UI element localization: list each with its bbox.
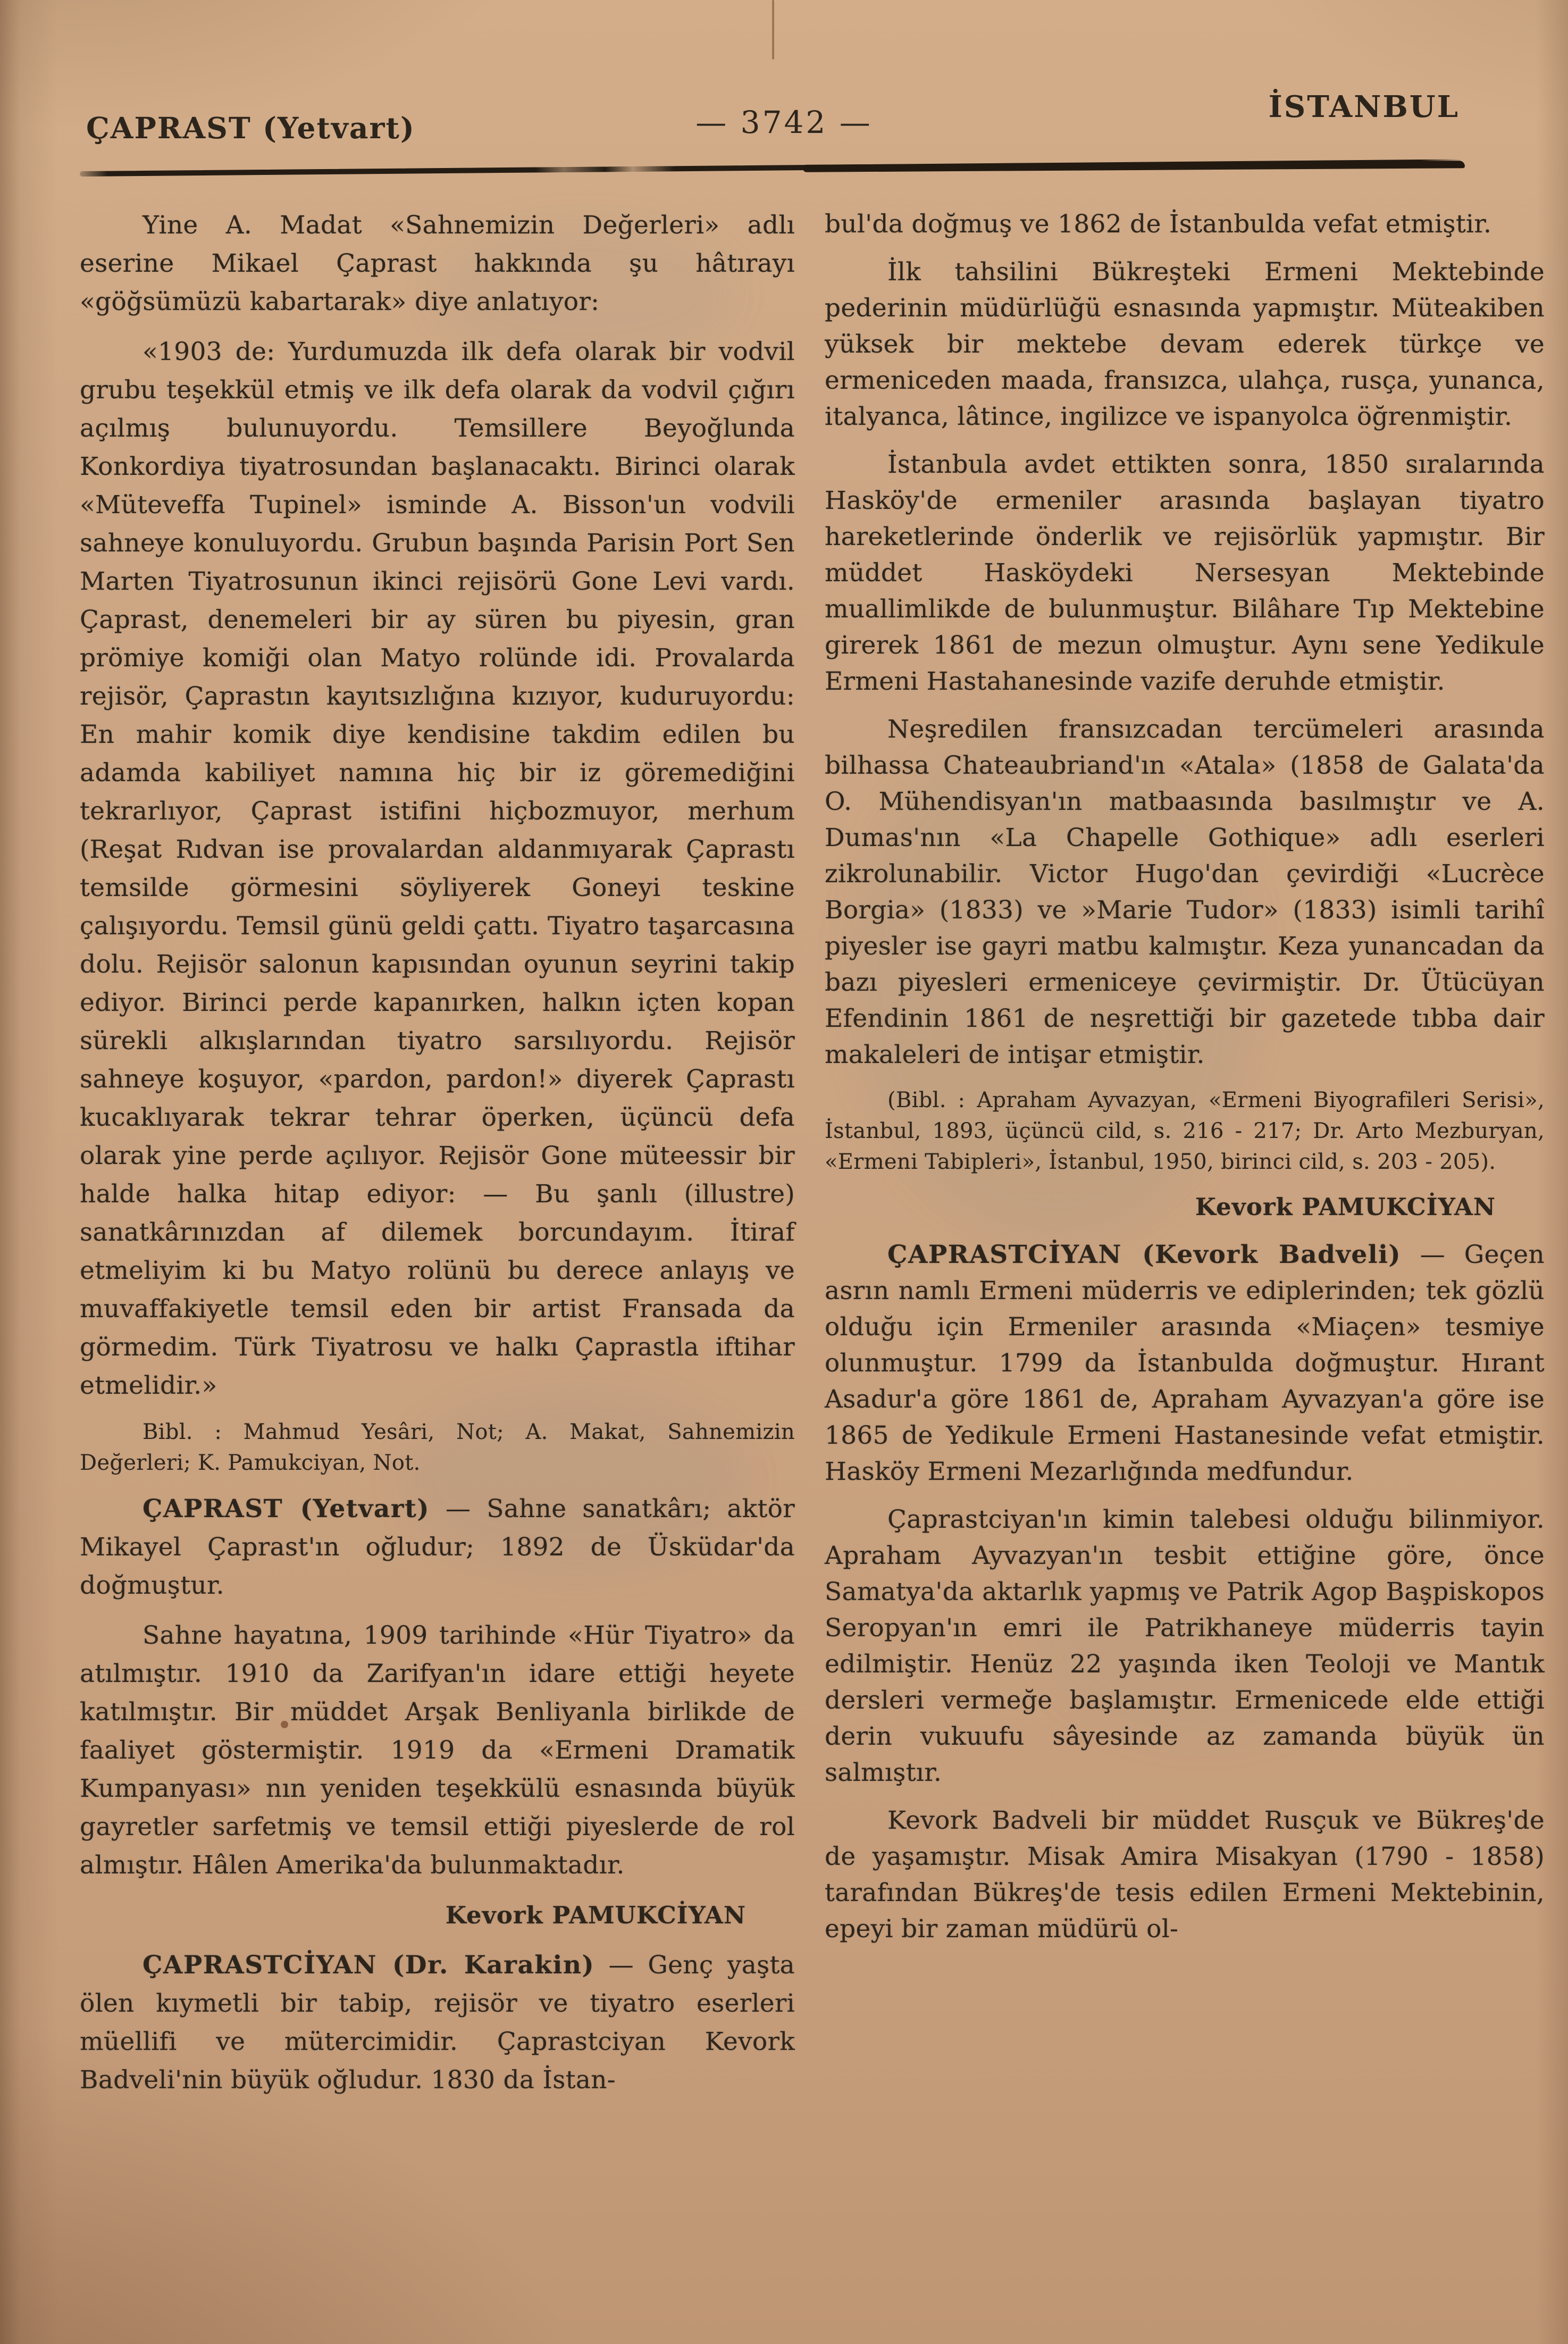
column-right	[825, 206, 1545, 2111]
paragraph: Neşredilen fransızcadan tercümeleri arasında bilhassa Chateaubriand'ın «Atala» (1858 de Galata'da O. Mühendisyan'ın matbaasında basılmıştır ve A. Dumas'nın «La Chapelle Gothique» adlı eserleri zikrolunabilir. Victor Hugo'dan çevirdiği «Lucrèce Borgia» (1833) ve »Marie Tudor» (1833) isimli tarihî piyesler ise gayri matbu kalmıştır. Keza yunancadan da bazı piyesleri ermeniceye çevirmiştir. Dr. Ütücüyan Efendinin 1861 de neşrettiği bir gazetede tıbba dair makaleleri de intişar etmiştir.	[825, 715, 1545, 1069]
author-signature: Kevork PAMUKCİYAN	[445, 1901, 746, 1929]
entry-title: ÇAPRAST (Yetvart)	[142, 1494, 430, 1523]
paragraph: «1903 de: Yurdumuzda ilk defa olarak bir vodvil grubu teşekkül etmiş ve ilk defa olarak da vodvil çığırı açılmış bulunuyordu. Temsillere Beyoğlunda Konkordiya tiyatrosundan başlanacaktı. Birinci olarak «Müteveffa Tupinel» isminde A. Bisson'un vodvili sahneye konuluyordu. Grubun başında Parisin Port Sen Marten Tiyatrosunun ikinci rejisörü Gone Levi vardı. Çaprast, denemeleri bir ay süren bu piyesin, gran prömiye komiği olan Matyo rolünde idi. Provalarda rejisör, Çaprastın kayıtsızlığına kızıyor, kuduruyordu: En mahir komik diye kendisine takdim edilen bu adamda kabiliyet namına hiç bir iz göremediğini tekrarlıyor, Çaprast istifini hiçbozmuyor, merhum (Reşat Rıdvan ise provalardan aldanmıyarak Çaprastı temsilde görmesini söyliyerek Goneyi teskine çalışıyordu. Temsil günü geldi çattı. Tiyatro taşarcasına dolu. Rejisör salonun kapısından oyunun seyrini takip ediyor. Birinci perde kapanırken, halkın içten kopan sürekli alkışlarından tiyatro sarsılıyordu. Rejisör sahneye koşuyor, «pardon, pardon!» diyerek Çaprastı kucaklıyarak tekrar tehrar öperken, üçüncü defa olarak yine perde açılıyor. Rejisör Gone müteessir bir halde halka hitap ediyor: — Bu şanlı (illustre) sanatkârınızdan af dilemek borcundayım. İtiraf etmeliyim ki bu Matyo rolünü bu derece anlayış ve muvaffakiyetle temsil eden bir artist Fransada da görmedim. Türk Tiyatrosu ve halkı Çaprastla iftihar etmelidir.»	[80, 337, 795, 1400]
text-body	[80, 206, 1545, 2111]
entry-title: ÇAPRASTCİYAN (Kevork Badveli)	[887, 1240, 1402, 1269]
paper-crease	[772, 0, 774, 60]
paragraph: Çaprastciyan'ın kimin talebesi olduğu bilinmiyor. Apraham Ayvazyan'ın tesbit ettiğine göre, önce Samatya'da aktarlık yapmış ve Patrik Agop Başpiskopos Seropyan'ın emri ile Patrikhaneye müderris tayin edilmiştir. Henüz 22 yaşında iken Teoloji ve Mantık dersleri vermeğe başlamıştır. Ermenicede elde ettiği derin vukuufu sâyesinde az zamanda büyük ün salmıştır.	[825, 1505, 1545, 1787]
entry-paragraph: ÇAPRASTCİYAN (Dr. Karakin) — Genç yaşta ölen kıymetli bir tabip, rejisör ve tiyatro eserleri müellifi ve mütercimidir. Çaprastciyan Kevork Badveli'nin büyük oğludur. 1830 da İstan-	[80, 1950, 795, 2095]
paragraph: Sahne hayatına, 1909 tarihinde «Hür Tiyatro» da atılmıştır. 1910 da Zarifyan'ın idare ettiği heyete katılmıştır. Bir müddet Arşak Benliyanla birlikde de faaliyet göstermiştir. 1919 da «Ermeni Dramatik Kumpanyası» nın yeniden teşekkülü esnasında büyük gayretler sarfetmiş ve temsil ettiği piyeslerde de rol almıştır. Hâlen Amerika'da bulunmaktadır.	[80, 1621, 795, 1880]
paragraph: İstanbula avdet ettikten sonra, 1850 sıralarında Hasköy'de ermeniler arasında başlayan tiyatro hareketlerinde önderlik ve rejisörlük yapmıştır. Bir müddet Hasköydeki Nersesyan Mektebinde muallimlikde de bulunmuştur. Bilâhare Tıp Mektebine girerek 1861 de mezun olmuştur. Aynı sene Yedikule Ermeni Hastahanesinde vazife deruhde etmiştir.	[825, 450, 1545, 696]
header-rule-right-segment	[803, 161, 1465, 172]
entry-paragraph: ÇAPRAST (Yetvart) — Sahne sanatkârı; aktör Mikayel Çaprast'ın oğludur; 1892 de Üsküdar'da doğmuştur.	[80, 1494, 795, 1600]
paragraph: Kevork Badveli bir müddet Rusçuk ve Bükreş'de de yaşamıştır. Misak Amira Misakyan (1790 - 1858) tarafından Bükreş'de tesis edilen Ermeni Mektebinin, epeyi bir zaman müdürü ol-	[825, 1806, 1545, 1944]
running-title-left: ÇAPRAST (Yetvart)	[86, 111, 415, 145]
bibliography: Bibl. : Mahmud Yesâri, Not; A. Makat, Sahnemizin Değerleri; K. Pamukciyan, Not.	[80, 1420, 795, 1475]
running-title-right: İSTANBUL	[1268, 89, 1460, 124]
paragraph: İlk tahsilini Bükreşteki Ermeni Mektebinde pederinin müdürlüğü esnasında yapmıştır. Müteakiben yüksek bir mektebe devam ederek türkçe ve ermeniceden maada, fransızca, ulahça, rusça, yunanca, italyanca, lâtince, ingilizce ve ispanyolca öğrenmiştir.	[825, 257, 1545, 431]
page-number: — 3742 —	[695, 104, 873, 140]
column-left	[80, 206, 795, 2111]
paragraph: Yine A. Madat «Sahnemizin Değerleri» adlı eserine Mikael Çaprast hakkında şu hâtırayı «göğsümüzü kabartarak» diye anlatıyor:	[80, 211, 795, 316]
author-signature: Kevork PAMUKCİYAN	[1195, 1193, 1496, 1221]
entry-title: ÇAPRASTCİYAN (Dr. Karakin)	[142, 1950, 595, 1980]
paragraph: bul'da doğmuş ve 1862 de İstanbulda vefat etmiştir.	[825, 210, 1492, 239]
entry-paragraph: ÇAPRASTCİYAN (Kevork Badveli) — Geçen asrın namlı Ermeni müderris ve ediplerinden; tek gözlü olduğu için Ermeniler arasında «Miaçen» tesmiye olunmuştur. 1799 da İstanbulda doğmuştur. Hırant Asadur'a göre 1861 de, Apraham Ayvazyan'a göre ise 1865 de Yedikule Ermeni Hastanesinde vefat etmiştir. Hasköy Ermeni Mezarlığında medfundur.	[825, 1240, 1545, 1486]
bibliography: (Bibl. : Apraham Ayvazyan, «Ermeni Biyografileri Serisi», İstanbul, 1893, üçüncü cild, s. 216 - 217; Dr. Arto Mezburyan, «Ermeni Tabipleri», İstanbul, 1950, birinci cild, s. 203 - 205).	[825, 1088, 1545, 1174]
